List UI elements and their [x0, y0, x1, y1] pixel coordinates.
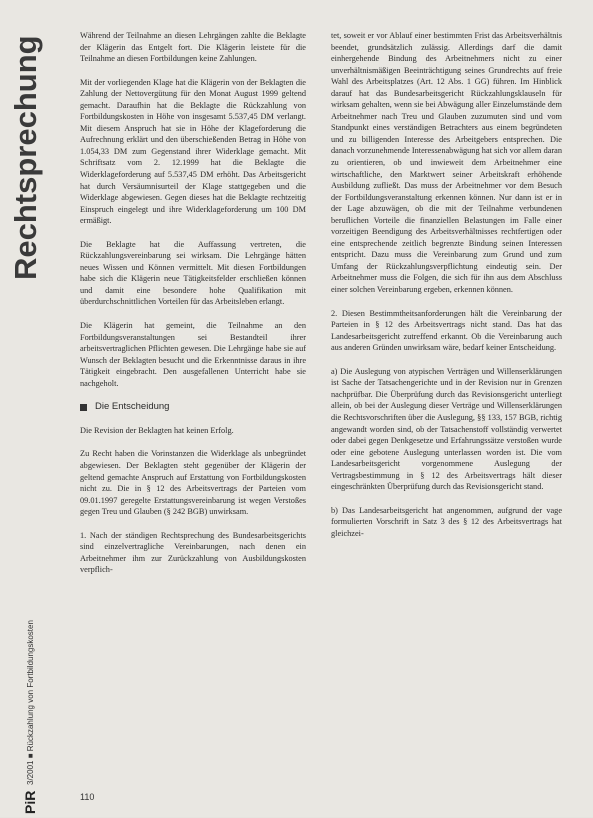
paragraph: 2. Diesen Bestimmtheitsanforderungen hält die Vereinbarung der Parteien in § 12 des Arbeitsvertrags nicht stand. Das hat das Landesarbeitsgericht zutreffend erkannt. Ob die Vereinbarung auch aus anderen Gründen unwirksam wäre, bedarf keiner Entscheidung. — [331, 308, 562, 353]
section-label — [6, 30, 46, 280]
paragraph: Mit der vorliegenden Klage hat die Klägerin von der Beklagten die Zahlung der Nettovergütung für den Monat August 1999 geltend gemacht. Daraufhin hat die Beklagte die Rückzahlung von Fortbildungskosten in Höhe von insgesamt 5.537,45 DM verlangt. Mit diesem Anspruch hat sie in Höhe der Klageforderung die Aufrechnung erklärt und den überschießenden Betrag in Höhe von 1.054,33 DM zum Gegenstand ihrer Widerklage gemacht. Mit Schriftsatz vom 2. 12.1999 hat die Beklagte die Widerklageforderung auf 5.537,45 DM erhöht. Das Arbeitsgericht hat durch Versäumnisurteil der Klage stattgegeben und die Widerklage abgewiesen. Gegen dieses hat die Beklagte rechtzeitig Einspruch eingelegt und ihre Widerklageforderung um 100 DM ermäßigt. — [80, 77, 306, 226]
section-label-text: Rechtsprechung — [8, 35, 43, 280]
paragraph: Die Klägerin hat gemeint, die Teilnahme an den Fortbildungsveranstaltungen sei Bestandteil ihrer arbeitsvertraglichen Pflichten gewesen. Die Lehrgänge habe sie auf Wunsch der Beklagten besucht und die Erkenntnisse daraus in ihre Tätigkeit eingebracht. Den ausgefallenen Unterricht habe sie nachgeholt. — [80, 321, 306, 388]
margin-journal-info — [24, 565, 38, 785]
journal-logo-text: PiR — [22, 790, 38, 814]
right-column — [331, 30, 562, 551]
margin-journal-text: 3/2001 ■ Rückzahlung von Fortbildungskosten — [26, 620, 35, 785]
heading-square-icon — [80, 404, 87, 411]
left-column — [80, 30, 306, 588]
page-number: 110 — [80, 792, 95, 802]
paragraph: Während der Teilnahme an diesen Lehrgängen zahlte die Beklagte der Klägerin das Entgelt fort. Die Klägerin leistete für die Teilnahme an diesen Fortbildungen keine Zahlungen. — [80, 31, 306, 64]
paragraph: Die Beklagte hat die Auffassung vertreten, die Rückzahlungsvereinbarung sei wirksam. Die Lehrgänge hätten neues Wissen und Können vermittelt. Mit diesen Fortbildungen habe sich die Klägerin neue Tätigkeitsfelder erschließen können und damit eine besondere hohe Qualifikation mit überdurchschnittlichen Vorteilen für das Arbeitsleben erlangt. — [80, 239, 306, 307]
paragraph: Zu Recht haben die Vorinstanzen die Widerklage als unbegründet abgewiesen. Der Beklagten steht gegenüber der Klägerin der geltend gemachte Anspruch auf Erstattung von Fortbildungskosten nicht zu. Die in § 12 des Arbeitsvertrags der Parteien vom 09.01.1997 geregelte Erstattungsvereinbarung ist wegen Verstoßes gegen Treu und Glauben (§ 242 BGB) unwirksam. — [80, 449, 306, 517]
journal-logo — [22, 788, 38, 818]
section-heading — [80, 401, 306, 413]
paragraph: tet, soweit er vor Ablauf einer bestimmten Frist das Arbeitsverhältnis beendet, grundsätzlich zulässig. Allerdings darf die damit einhergehende Bindung des Arbeitnehmers nicht zu einer unverhältnismäßigen Beeinträchtigung seines Grundrechts auf freie Wahl des Arbeitsplatzes (Art. 12 Abs. 1 GG) führen. Im Hinblick darauf hat das Bundesarbeitsgericht Rückzahlungsklauseln für wirksam gehalten, wenn sie bei Abwägung aller Einzelumstände dem Arbeitnehmer nach Treu und Glauben zuzumuten sind und vom Standpunkt eines verständigen Betrachters aus einem begründeten und zu billigenden Interesse des Arbeitgebers entsprechen. Die danach vorzunehmende Interessenabwägung hat sich vor allem daran zu orientieren, ob und inwieweit dem Arbeitnehmer eine wirtschaftliche, den Marktwert seiner Arbeitskraft erhöhende Ausbildung zufließt. Das muss der Arbeitnehmer vor dem Besuch der Fortbildungsveranstaltung erkennen können. Nur dann ist er in der Lage abzuwägen, ob die mit der Teilnahme verbundenen beruflichen Vorteile die finanziellen Belastungen im Falle einer vorzeitigen Beendigung des Arbeitsverhältnisses rechtfertigen oder eine entsprechende zeitlich begrenzte Bindung seinen Interessen entspricht. Dazu muss die Vereinbarung zum Grund und zum Umfang der Rückzahlungsverpflichtung eindeutig sein. Der Arbeitnehmer muss die Folgen, die sich für ihn aus dem Abschluss einer solchen Vereinbarung ergeben, erkennen können. — [331, 31, 562, 295]
paragraph: 1. Nach der ständigen Rechtsprechung des Bundesarbeitsgerichts sind einzelvertragliche Vereinbarungen, nach denen ein Arbeitnehmer ihm zur Zurückzahlung von Ausbildungskosten verpflich- — [80, 530, 306, 575]
paragraph: a) Die Auslegung von atypischen Verträgen und Willenserklärungen ist Sache der Tatsachengerichte und in der Revision nur in Grenzen nachprüfbar. Die Überprüfung durch das Revisionsgericht unterliegt allein, ob bei der Auslegung dieser Verträge und Willenserklärungen die Rechtsvorschriften über die Auslegung, §§ 133, 157 BGB, richtig angewandt worden sind, ob der Tatsachenstoff vollständig verwertet oder dabei gegen Denkgesetze und Erfahrungssätze verstoßen wurde oder eine gebotene Auslegung unterlassen worden ist. Die vom Landesarbeitsgericht vorgenommene Auslegung der Vertragsbestimmung in § 12 des Arbeitsvertrags hält dieser eingeschränkten Überprüfung durch das Revisionsgericht stand. — [331, 366, 562, 492]
section-heading-text: Die Entscheidung — [95, 401, 170, 413]
paragraph: b) Das Landesarbeitsgericht hat angenommen, aufgrund der vage formulierten Vorschrift in Satz 3 des § 12 des Arbeitsvertrags hat gleichzei- — [331, 505, 562, 538]
paragraph: Die Revision der Beklagten hat keinen Erfolg. — [80, 425, 234, 435]
